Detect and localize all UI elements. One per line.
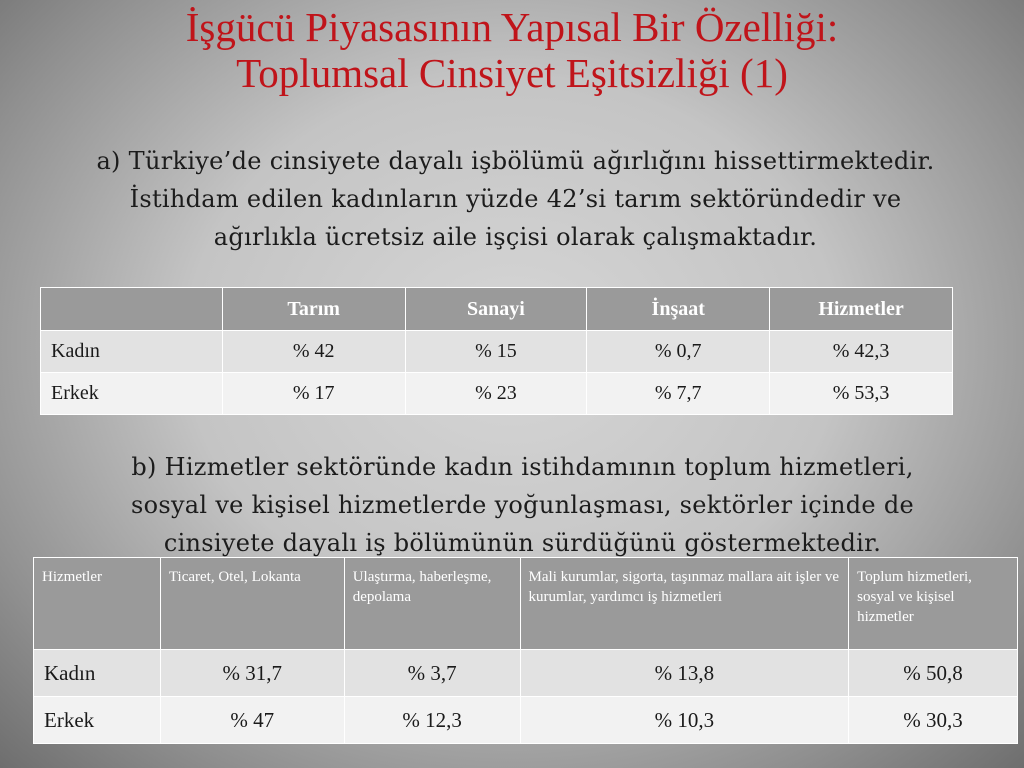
table-row (41, 373, 953, 415)
slide-title-line-1: İşgücü Piyasasının Yapısal Bir Özelliği: (185, 4, 839, 50)
table-header-cell: Ticaret, Otel, Lokanta (160, 558, 344, 650)
table-cell: % 13,8 (520, 650, 849, 697)
paragraph-b-line-1: b) Hizmetler sektöründe kadın istihdamının toplum hizmetleri, (131, 453, 914, 481)
table-header-cell: Tarım (222, 288, 405, 331)
table-row (34, 697, 1018, 744)
row-label: Kadın (41, 331, 223, 373)
paragraph-b-line-3: cinsiyete dayalı iş bölümünün sürdüğünü göstermektedir. (163, 529, 882, 557)
table-header-cell (41, 288, 223, 331)
slide-title (0, 4, 1024, 96)
table-row (34, 650, 1018, 697)
table-cell: % 10,3 (520, 697, 849, 744)
paragraph-a-line-1: a) Türkiye’de cinsiyete dayalı işbölümü ağırlığını hissettirmektedir. (96, 147, 935, 175)
table-row (41, 331, 953, 373)
table-header-cell: İnşaat (587, 288, 770, 331)
table-cell: % 30,3 (849, 697, 1018, 744)
paragraph-a (18, 142, 1013, 256)
table-cell: % 23 (405, 373, 587, 415)
table-cell: % 0,7 (587, 331, 770, 373)
table-cell: % 7,7 (587, 373, 770, 415)
table-header-row (34, 558, 1018, 650)
table-header-cell: Toplum hizmetleri, sosyal ve kişisel hizmetler (849, 558, 1018, 650)
table-cell: % 42 (222, 331, 405, 373)
row-label: Erkek (34, 697, 161, 744)
paragraph-b (40, 448, 1005, 562)
table-cell: % 53,3 (770, 373, 953, 415)
paragraph-a-line-3: ağırlıkla ücretsiz aile işçisi olarak çalışmaktadır. (213, 223, 818, 251)
slide-title-line-2: Toplumsal Cinsiyet Eşitsizliği (1) (236, 50, 788, 96)
table-header-row (41, 288, 953, 331)
table-header-cell: Mali kurumlar, sigorta, taşınmaz mallara ait işler ve kurumlar, yardımcı iş hizmetleri (520, 558, 849, 650)
sector-employment-table (40, 287, 953, 415)
table-cell: % 50,8 (849, 650, 1018, 697)
table-cell: % 17 (222, 373, 405, 415)
table-cell: % 42,3 (770, 331, 953, 373)
paragraph-a-line-2: İstihdam edilen kadınların yüzde 42’si tarım sektöründedir ve (129, 185, 902, 213)
table-cell: % 47 (160, 697, 344, 744)
table-header-cell: Ulaştırma, haberleşme, depolama (344, 558, 520, 650)
services-employment-table (33, 557, 1018, 744)
row-label: Kadın (34, 650, 161, 697)
paragraph-b-line-2: sosyal ve kişisel hizmetlerde yoğunlaşması, sektörler içinde de (130, 491, 915, 519)
table-cell: % 31,7 (160, 650, 344, 697)
table-header-cell: Hizmetler (34, 558, 161, 650)
table-cell: % 12,3 (344, 697, 520, 744)
table-header-cell: Sanayi (405, 288, 587, 331)
table-cell: % 15 (405, 331, 587, 373)
table-cell: % 3,7 (344, 650, 520, 697)
table-header-cell: Hizmetler (770, 288, 953, 331)
row-label: Erkek (41, 373, 223, 415)
